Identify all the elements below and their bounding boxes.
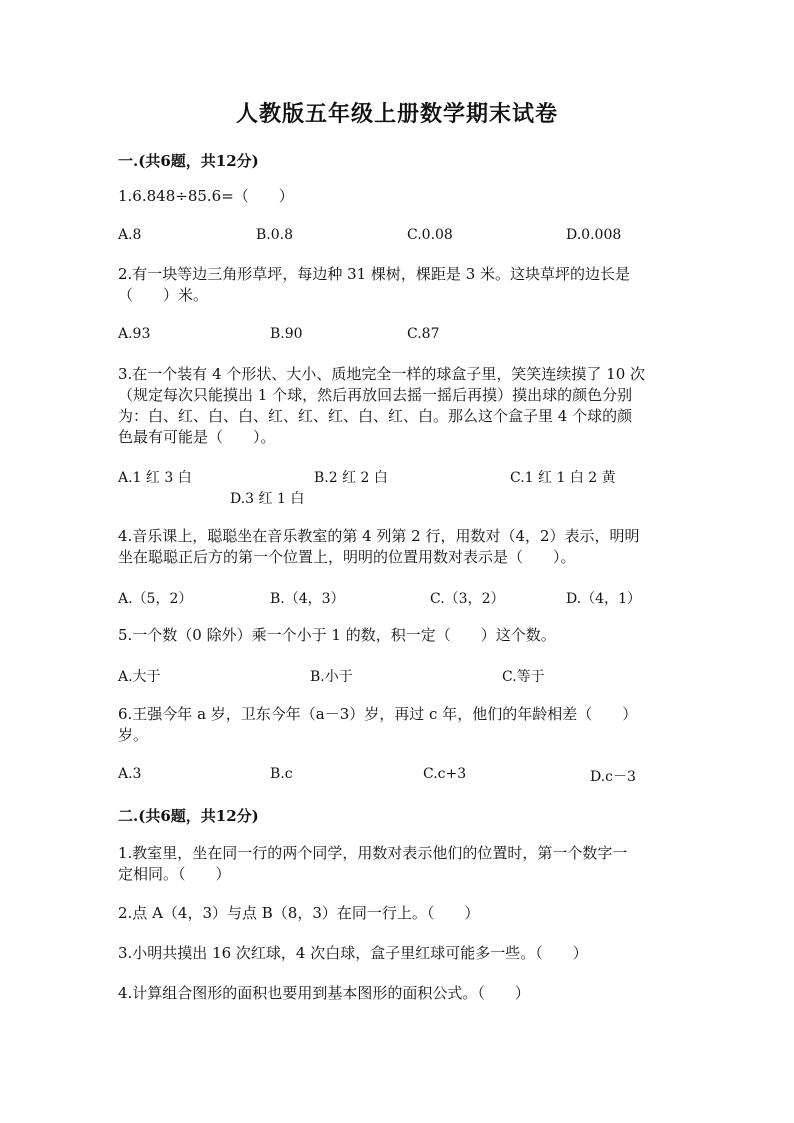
option-a: A.大于 — [118, 669, 161, 685]
section-heading: 二.(共6题，共12分) — [118, 807, 259, 825]
stem-line: 3.小明共摸出 16 次红球，4 次白球，盒子里红球可能多一些。（ ） — [118, 944, 588, 962]
question-stem — [118, 704, 678, 746]
question-stem — [118, 264, 678, 306]
stem-line: 2.点 A（4，3）与点 B（8，3）在同一行上。（ ） — [118, 904, 480, 922]
option-a: A.（5，2） — [118, 591, 193, 607]
option-c: C.87 — [407, 326, 440, 342]
question-stem — [118, 625, 678, 646]
section-heading: 一.(共6题，共12分) — [118, 152, 259, 170]
stem-line: 6.王强今年 a 岁，卫东今年（a－3）岁，再过 c 年，他们的年龄相差（ ） — [118, 705, 638, 723]
option-d: D.3 红 1 白 — [230, 491, 305, 507]
stem-line: （ ）米。 — [118, 286, 209, 304]
question-stem — [118, 983, 678, 1004]
stem-line: 3.在一个装有 4 个形状、大小、质地完全一样的球盒子里，笑笑连续摸了 10 次 — [118, 365, 646, 383]
stem-line: 4.计算组合图形的面积也要用到基本图形的面积公式。（ ） — [118, 984, 530, 1002]
option-b: B.0.8 — [256, 227, 294, 243]
page-title: 人教版五年级上册数学期末试卷 — [235, 101, 558, 127]
option-d: D.0.008 — [566, 227, 622, 243]
stem-line: 色最有可能是（ ）。 — [118, 428, 276, 446]
stem-line: （规定每次只能摸出 1 个球，然后再放回去摇一摇后再摸）摸出球的颜色分别 — [118, 386, 633, 404]
option-d: D.（4，1） — [566, 591, 641, 607]
question-stem — [118, 903, 678, 924]
option-c: C.c+3 — [423, 766, 467, 782]
option-b: B.2 红 2 白 — [314, 470, 388, 486]
option-d: D.c－3 — [590, 769, 636, 785]
option-b: B.（4，3） — [270, 591, 345, 607]
option-c: C.等于 — [502, 669, 545, 685]
option-b: B.90 — [270, 326, 303, 342]
option-b: B.小于 — [310, 669, 353, 685]
question-stem — [118, 943, 678, 964]
stem-line: 岁。 — [118, 726, 149, 744]
stem-line: 定相同。（ ） — [118, 865, 231, 883]
stem-line: 坐在聪聪正后方的第一个位置上，明明的位置用数对表示是（ ）。 — [118, 548, 576, 566]
stem-line: 1.6.848÷85.6=（ ） — [118, 187, 294, 205]
stem-line: 2.有一块等边三角形草坪，每边种 31 棵树，棵距是 3 米。这块草坪的边长是 — [118, 265, 631, 283]
question-stem — [118, 843, 678, 885]
stem-line: 5.一个数（0 除外）乘一个小于 1 的数，积一定（ ）这个数。 — [118, 626, 556, 644]
option-a: A.1 红 3 白 — [118, 470, 192, 486]
stem-line: 4.音乐课上，聪聪坐在音乐教室的第 4 列第 2 行，用数对（4，2）表示，明明 — [118, 527, 640, 545]
question-stem — [118, 526, 678, 568]
question-stem — [118, 364, 678, 448]
stem-line: 为：白、红、白、白、红、红、红、白、红、白。那么这个盒子里 4 个球的颜 — [118, 407, 633, 425]
option-c: C.1 红 1 白 2 黄 — [510, 470, 616, 486]
option-a: A.8 — [118, 227, 142, 243]
option-c: C.（3，2） — [430, 591, 505, 607]
option-a: A.93 — [118, 326, 151, 342]
question-stem — [118, 186, 678, 207]
option-a: A.3 — [118, 766, 142, 782]
stem-line: 1.教室里，坐在同一行的两个同学，用数对表示他们的位置时，第一个数字一 — [118, 844, 628, 862]
option-c: C.0.08 — [407, 227, 453, 243]
option-b: B.c — [270, 766, 293, 782]
